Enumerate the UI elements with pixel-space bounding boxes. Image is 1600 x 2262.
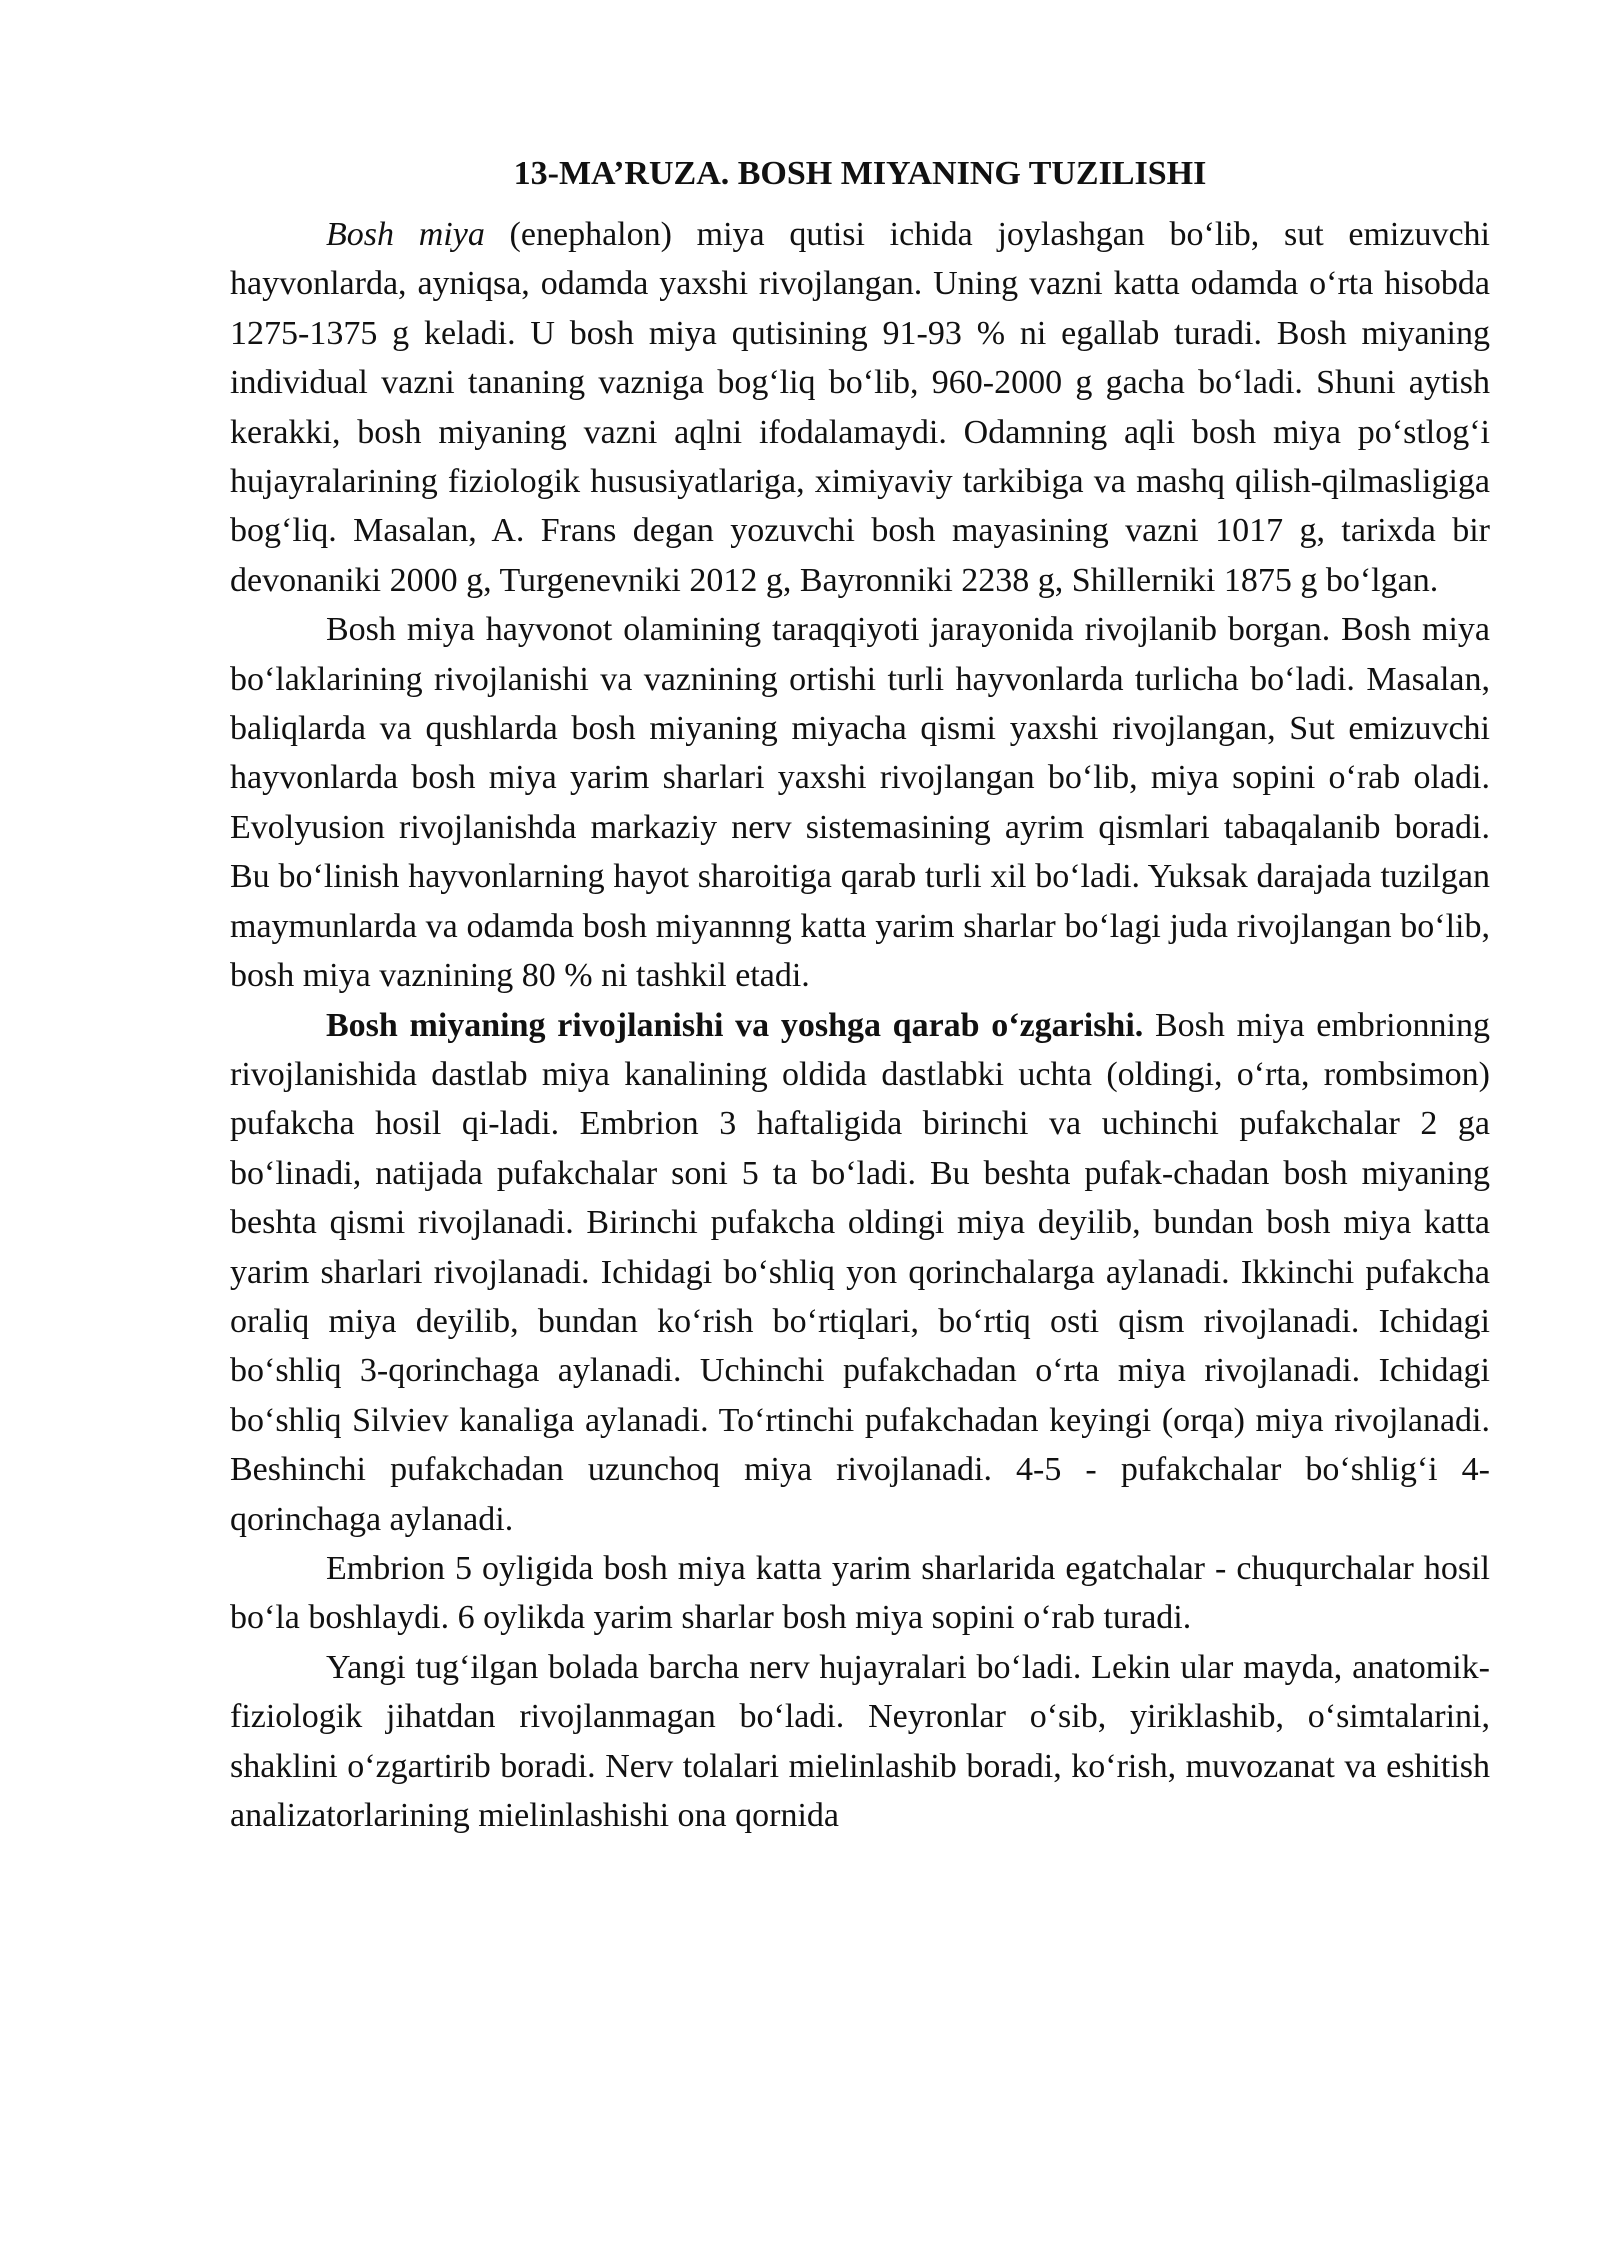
paragraph-4 xyxy=(230,1544,1490,1643)
term-bosh-miya: Bosh miya xyxy=(326,216,485,253)
page-title: 13-MA’RUZA. BOSH MIYANING TUZILISHI xyxy=(513,155,1207,192)
section-heading-development: Bosh miyaning rivojlanishi va yoshga qarab o‘zgarishi. xyxy=(326,1006,1144,1044)
paragraph-3 xyxy=(230,1001,1490,1544)
paragraph-1 xyxy=(230,210,1490,605)
document-page xyxy=(230,148,1490,1840)
paragraph-5-text: Yangi tug‘ilgan bolada barcha nerv hujayralari bo‘ladi. Lekin ular mayda, anatomik-fiziologik jihatdan rivojlanmagan bo‘ladi. Neyronlar o‘sib, yiriklashib, o‘simtalarini, shaklini o‘zgartirib boradi. Nerv tolalari mielinlashib boradi, ko‘rish, muvozanat va eshitish analizatorlarining mielinlashishi ona qornida xyxy=(230,1648,1490,1834)
paragraph-4-text: Embrion 5 oyligida bosh miya katta yarim sharlarida egatchalar - chuqurchalar hosil bo‘la boshlaydi. 6 oylikda yarim sharlar bosh miya sopini o‘rab turadi. xyxy=(230,1549,1490,1637)
paragraph-1-text: (enephalon) miya qutisi ichida joylashgan bo‘lib, sut emizuvchi hayvonlarda, ayniqsa, odamda yaxshi rivojlangan. Uning vazni katta odamda o‘rta hisobda 1275-1375 g keladi. U bosh miya qutisining 91-93 % ni egallab turadi. Bosh miyaning individual vazni tananing vazniga bog‘liq bo‘lib, 960-2000 g gacha bo‘ladi. Shuni aytish kerakki, bosh miyaning vazni aqlni ifodalamaydi. Odamning aqli bosh miya po‘stlog‘i hujayralarining fiziologik hususiyatlariga, ximiyaviy tarkibiga va mashq qilish-qilmasligiga bog‘liq. Masalan, A. Frans degan yozuvchi bosh mayasining vazni 1017 g, tarixda bir devonaniki 2000 g, Turgenevniki 2012 g, Bayronniki 2238 g, Shillerniki 1875 g bo‘lgan. xyxy=(230,216,1490,599)
paragraph-2-text: Bosh miya hayvonot olamining taraqqiyoti jarayonida rivojlanib borgan. Bosh miya bo‘laklarining rivojlanishi va vaznining ortishi turli hayvonlarda turlicha bo‘ladi. Masalan, baliqlarda va qushlarda bosh miyaning miyacha qismi yaxshi rivojlangan, Sut emizuvchi hayvonlarda bosh miya yarim sharlari yaxshi rivojlangan bo‘lib, miya sopini o‘rab oladi. Evolyusion rivojlanishda markaziy nerv sistemasining ayrim qismlari tabaqalanib boradi. Bu bo‘linish hayvonlarning hayot sharoitiga qarab turli xil bo‘ladi. Yuksak darajada tuzilgan maymunlarda va odamda bosh miyannng katta yarim sharlar bo‘lagi juda rivojlangan bo‘lib, bosh miya vaznining 80 % ni tashkil etadi. xyxy=(230,611,1490,995)
paragraph-5 xyxy=(230,1643,1490,1841)
paragraph-2 xyxy=(230,605,1490,1000)
paragraph-3-text: Bosh miya embrionning rivojlanishida dastlab miya kanalining oldida dastlabki uchta (oldingi, o‘rta, rombsimon) pufakcha hosil qi-ladi. Embrion 3 haftaligida birinchi va uchinchi pufakchalar 2 ga bo‘linadi, natijada pufakchalar soni 5 ta bo‘ladi. Bu beshta pufak-chadan bosh miyaning beshta qismi rivojlanadi. Birinchi pufakcha oldingi miya deyilib, bundan bosh miya katta yarim sharlari rivojlanadi. Ichidagi bo‘shliq yon qorinchalarga aylanadi. Ikkinchi pufakcha oraliq miya deyilib, bundan ko‘rish bo‘rtiqlari, bo‘rtiq osti qism rivojlanadi. Ichidagi bo‘shliq 3-qorinchaga aylanadi. Uchinchi pufakchadan o‘rta miya rivojlanadi. Ichidagi bo‘shliq Silviev kanaliga aylanadi. To‘rtinchi pufakchadan keyingi (orqa) miya rivojlanadi. Beshinchi pufakchadan uzunchoq miya rivojlanadi. 4-5 - pufakchalar bo‘shlig‘i 4-qorinchaga aylanadi. xyxy=(230,1006,1490,1538)
